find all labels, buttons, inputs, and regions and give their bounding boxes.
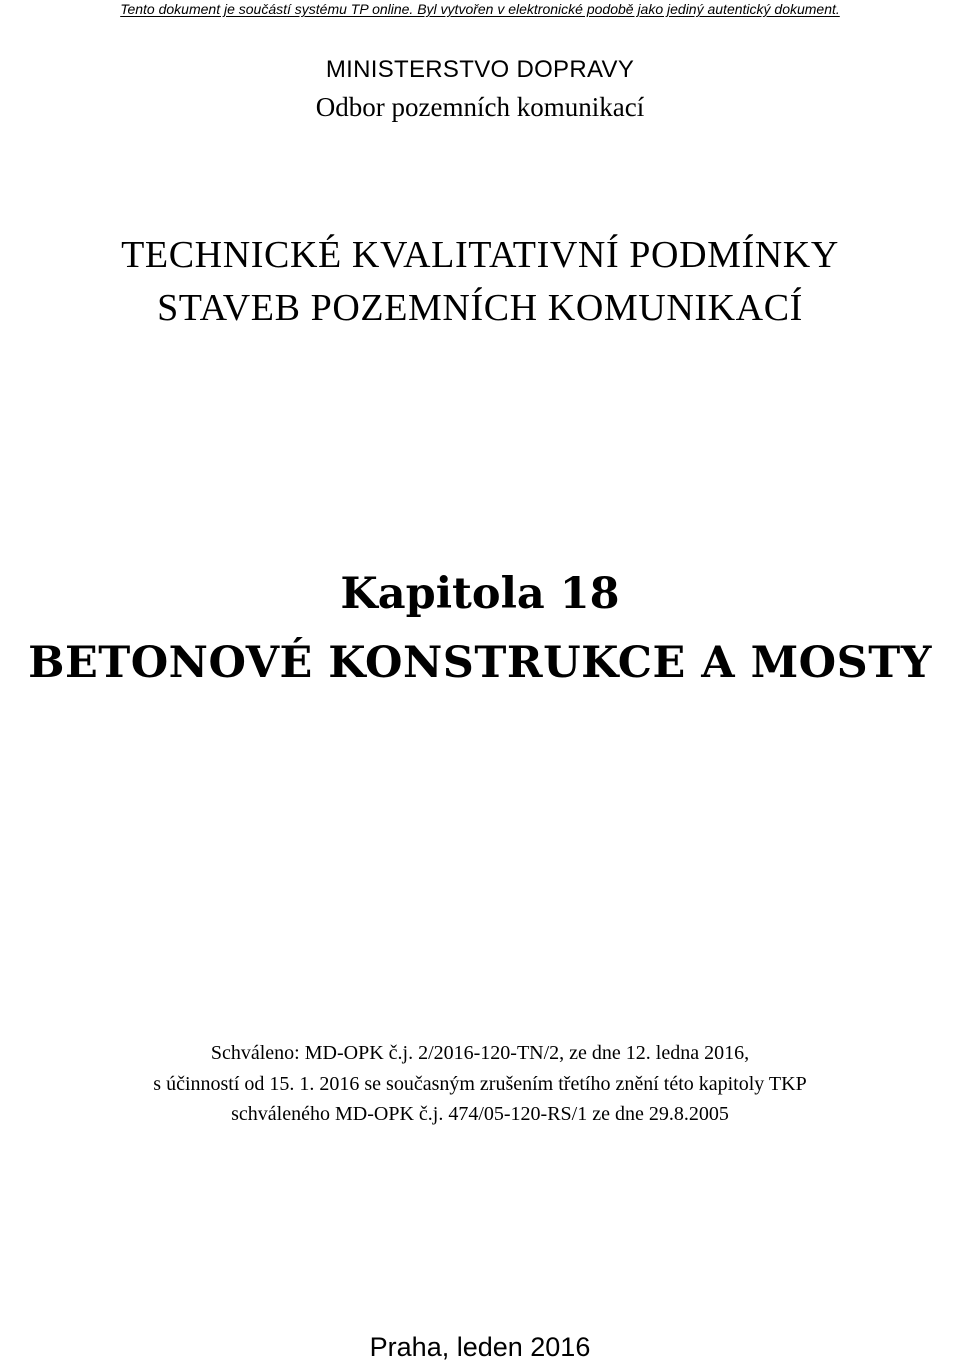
authenticity-banner-text: Tento dokument je součástí systému TP online. Byl vytvořen v elektronické podobě jako jediný autentický dokument. [120,1,840,17]
approval-line-1: Schváleno: MD-OPK č.j. 2/2016-120-TN/2, ze dne 12. ledna 2016, [210,1042,750,1064]
document-title-line-2: STAVEB POZEMNÍCH KOMUNIKACÍ [157,287,803,329]
authenticity-banner [0,0,960,18]
approval-line-2: s účinností od 15. 1. 2016 se současným zrušením třetího znění této kapitoly TKP [153,1073,807,1095]
document-title-line-1: TECHNICKÉ KVALITATIVNÍ PODMÍNKY [121,234,839,276]
department-name: Odbor pozemních komunikací [315,92,645,122]
chapter-number: Kapitola 18 [340,569,620,619]
ministry-name: MINISTERSTVO DOPRAVY [325,56,635,83]
chapter-name: BETONOVÉ KONSTRUKCE A MOSTY [28,638,932,688]
place-and-date: Praha, leden 2016 [369,1332,591,1362]
approval-line-3: schváleného MD-OPK č.j. 474/05-120-RS/1 ze dne 29.8.2005 [231,1103,729,1125]
